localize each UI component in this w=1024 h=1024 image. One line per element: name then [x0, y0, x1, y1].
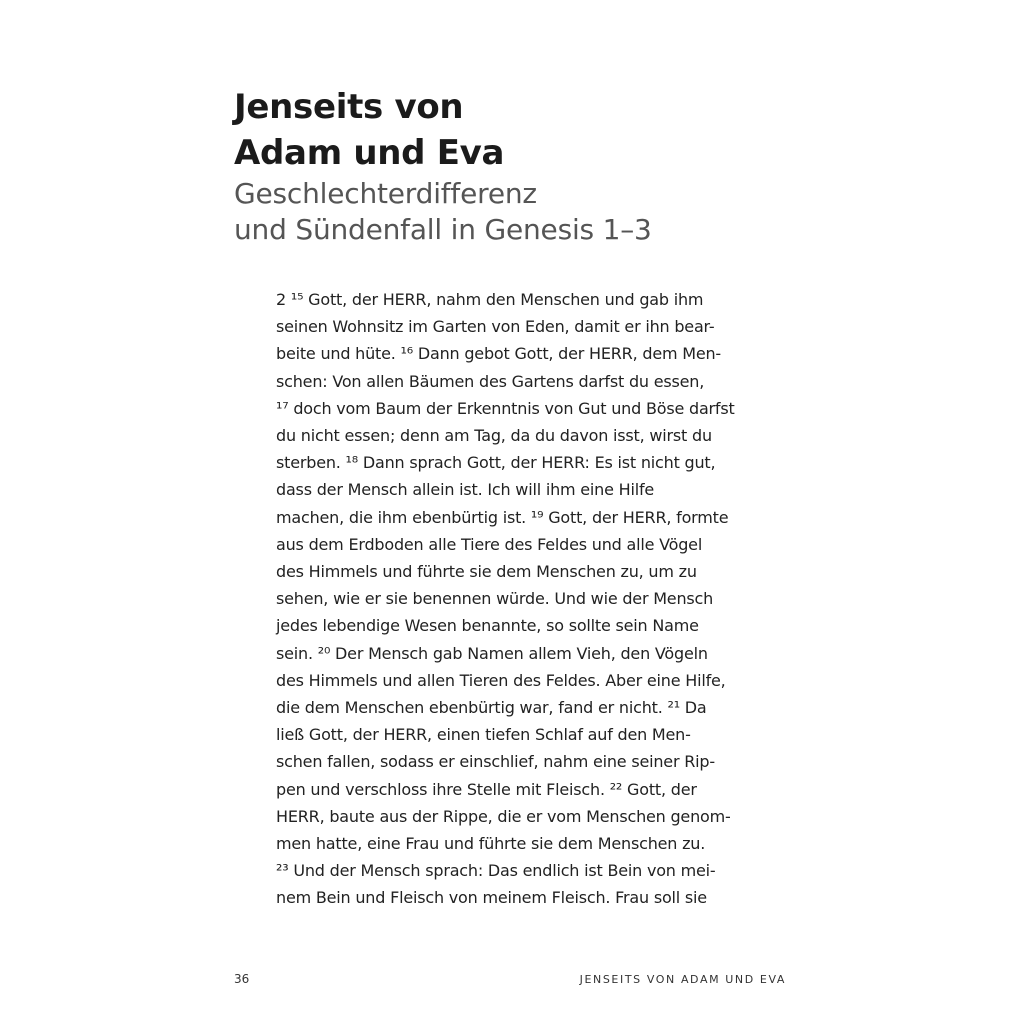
chapter-subtitle-line-1: Geschlechterdifferenz	[234, 177, 537, 210]
text-line: dass der Mensch allein ist. Ich will ihm eine Hilfe	[276, 480, 655, 500]
text-line: aus dem Erdboden alle Tiere des Feldes und alle Vögel	[276, 534, 703, 554]
text-line: des Himmels und allen Tieren des Feldes. Aber eine Hilfe,	[276, 670, 726, 690]
text-line: sein. ²⁰ Der Mensch gab Namen allem Vieh, den Vögeln	[276, 643, 708, 663]
text-line: men hatte, eine Frau und führte sie dem Menschen zu.	[276, 834, 706, 854]
text-line: machen, die ihm ebenbürtig ist. ¹⁹ Gott, der HERR, formte	[276, 507, 729, 527]
text-line: die dem Menschen ebenbürtig war, fand er nicht. ²¹ Da	[276, 698, 707, 718]
text-line: schen fallen, sodass er einschlief, nahm eine seiner Rip-	[276, 752, 715, 772]
text-line: des Himmels und führte sie dem Menschen zu, um zu	[276, 562, 697, 582]
text-line: sterben. ¹⁸ Dann sprach Gott, der HERR: Es ist nicht gut,	[276, 453, 716, 473]
text-line: ließ Gott, der HERR, einen tiefen Schlaf auf den Men-	[276, 725, 691, 745]
text-line: seinen Wohnsitz im Garten von Eden, damit er ihn bear-	[276, 317, 715, 337]
page-number: 36	[234, 972, 250, 986]
text-line: pen und verschloss ihre Stelle mit Fleisch. ²² Gott, der	[276, 779, 697, 799]
text-line: ²³ Und der Mensch sprach: Das endlich ist Bein von mei-	[276, 861, 716, 881]
scripture-quote	[276, 286, 776, 912]
text-line: 2 ¹⁵ Gott, der HERR, nahm den Menschen und gab ihm	[276, 290, 704, 309]
text-line: nem Bein und Fleisch von meinem Fleisch. Frau soll sie	[276, 888, 707, 908]
text-line: schen: Von allen Bäumen des Gartens darfst du essen,	[276, 371, 705, 391]
text-line: ¹⁷ doch vom Baum der Erkenntnis von Gut und Böse darfst	[276, 398, 735, 418]
text-line: sehen, wie er sie benennen würde. Und wie der Mensch	[276, 589, 714, 609]
chapter-title-line-1: Jenseits von	[234, 87, 464, 127]
chapter-heading	[234, 84, 794, 248]
text-line: du nicht essen; denn am Tag, da du davon isst, wirst du	[276, 426, 712, 446]
text-line: HERR, baute aus der Rippe, die er vom Menschen genom-	[276, 806, 731, 826]
chapter-subtitle-line-2: und Sündenfall in Genesis 1–3	[234, 213, 652, 246]
text-line: beite und hüte. ¹⁶ Dann gebot Gott, der HERR, dem Men-	[276, 344, 722, 364]
running-head: JENSEITS VON ADAM UND EVA	[579, 973, 786, 986]
chapter-title-line-2: Adam und Eva	[234, 133, 505, 173]
text-line: jedes lebendige Wesen benannte, so sollte sein Name	[276, 616, 699, 636]
